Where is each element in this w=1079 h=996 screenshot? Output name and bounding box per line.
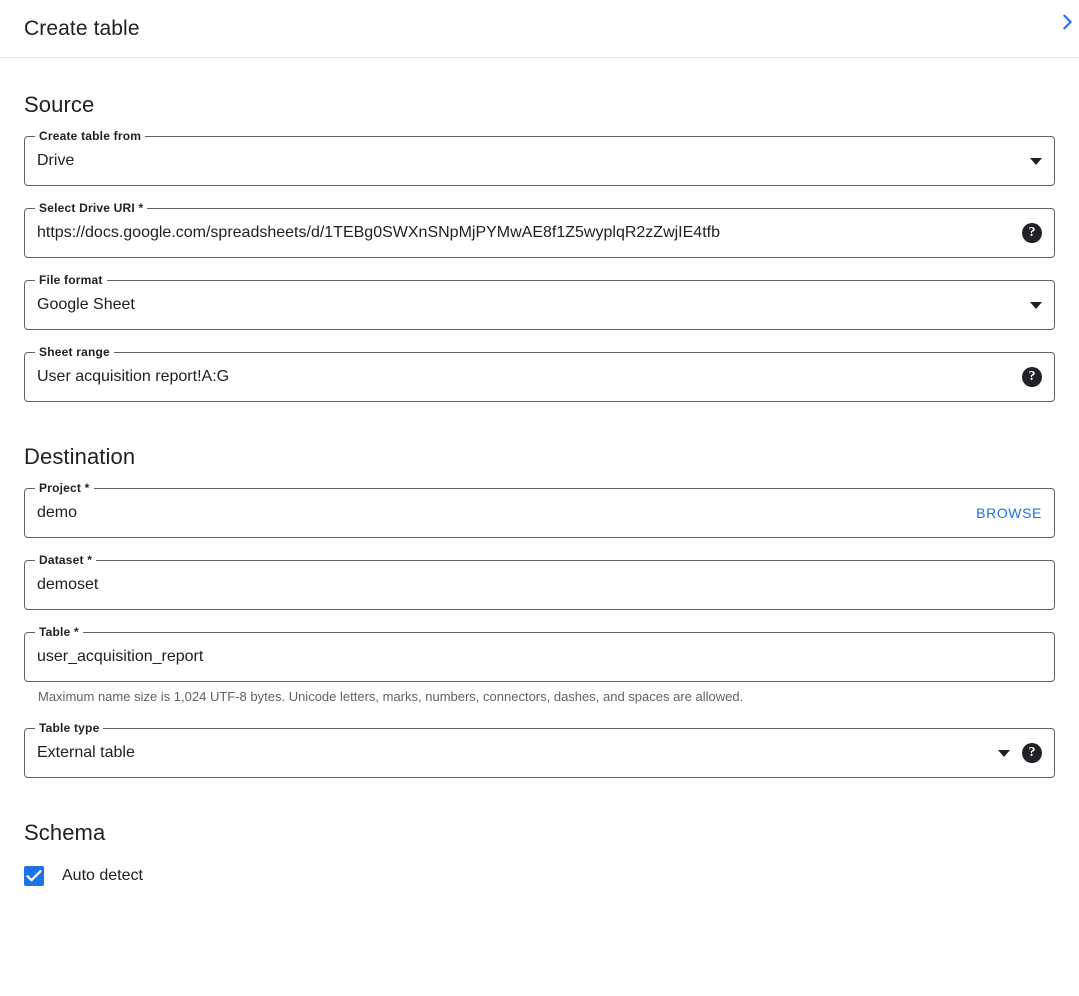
section-title-schema: Schema — [24, 820, 106, 845]
browse-button[interactable]: BROWSE — [976, 505, 1042, 521]
field-label-create-table-from: Create table from — [35, 129, 145, 143]
field-label-file-format: File format — [35, 273, 107, 287]
auto-detect-checkbox[interactable] — [24, 866, 44, 886]
field-dataset[interactable] — [24, 553, 1055, 610]
field-value-table[interactable]: user_acquisition_report — [37, 648, 204, 665]
field-value-dataset[interactable]: demoset — [37, 576, 99, 593]
field-drive-uri[interactable] — [24, 201, 1055, 258]
help-icon[interactable]: ? — [1022, 367, 1042, 387]
field-value-create-table-from: Drive — [37, 152, 75, 169]
form-body — [0, 92, 1079, 886]
page-title: Create table — [24, 16, 140, 40]
section-title-destination: Destination — [24, 444, 136, 469]
field-create-table-from[interactable] — [24, 129, 1055, 186]
field-label-project: Project * — [35, 481, 94, 495]
field-value-project[interactable]: demo — [37, 504, 78, 521]
table-name-helper-text: Maximum name size is 1,024 UTF-8 bytes. Unicode letters, marks, numbers, connectors, dashes, and spaces are allowed. — [38, 689, 744, 704]
auto-detect-row[interactable] — [24, 866, 1055, 886]
chevron-down-icon[interactable] — [1030, 158, 1042, 165]
chevron-right-icon[interactable] — [1055, 10, 1079, 34]
auto-detect-label: Auto detect — [62, 867, 143, 884]
help-icon[interactable]: ? — [1022, 223, 1042, 243]
section-title-source: Source — [24, 92, 95, 117]
chevron-down-icon[interactable] — [1030, 302, 1042, 309]
help-icon[interactable]: ? — [1022, 743, 1042, 763]
field-value-drive-uri[interactable]: https://docs.google.com/spreadsheets/d/1TEBg0SWXnSNpMjPYMwAE8f1Z5wyplqR2zZwjIE4tfb — [37, 224, 720, 241]
field-label-sheet-range: Sheet range — [35, 345, 114, 359]
chevron-down-icon[interactable] — [998, 750, 1010, 757]
field-value-file-format: Google Sheet — [37, 296, 135, 313]
field-sheet-range[interactable] — [24, 345, 1055, 402]
field-project[interactable] — [24, 481, 1055, 538]
field-label-table-type: Table type — [35, 721, 103, 735]
field-table[interactable] — [24, 625, 1055, 706]
field-value-sheet-range[interactable]: User acquisition report!A:G — [37, 368, 230, 385]
field-value-table-type: External table — [37, 744, 135, 761]
field-label-drive-uri: Select Drive URI * — [35, 201, 147, 215]
field-label-table: Table * — [35, 625, 83, 639]
field-label-dataset: Dataset * — [35, 553, 96, 567]
field-file-format[interactable] — [24, 273, 1055, 330]
dialog-header — [0, 0, 1079, 58]
field-table-type[interactable] — [24, 721, 1055, 778]
